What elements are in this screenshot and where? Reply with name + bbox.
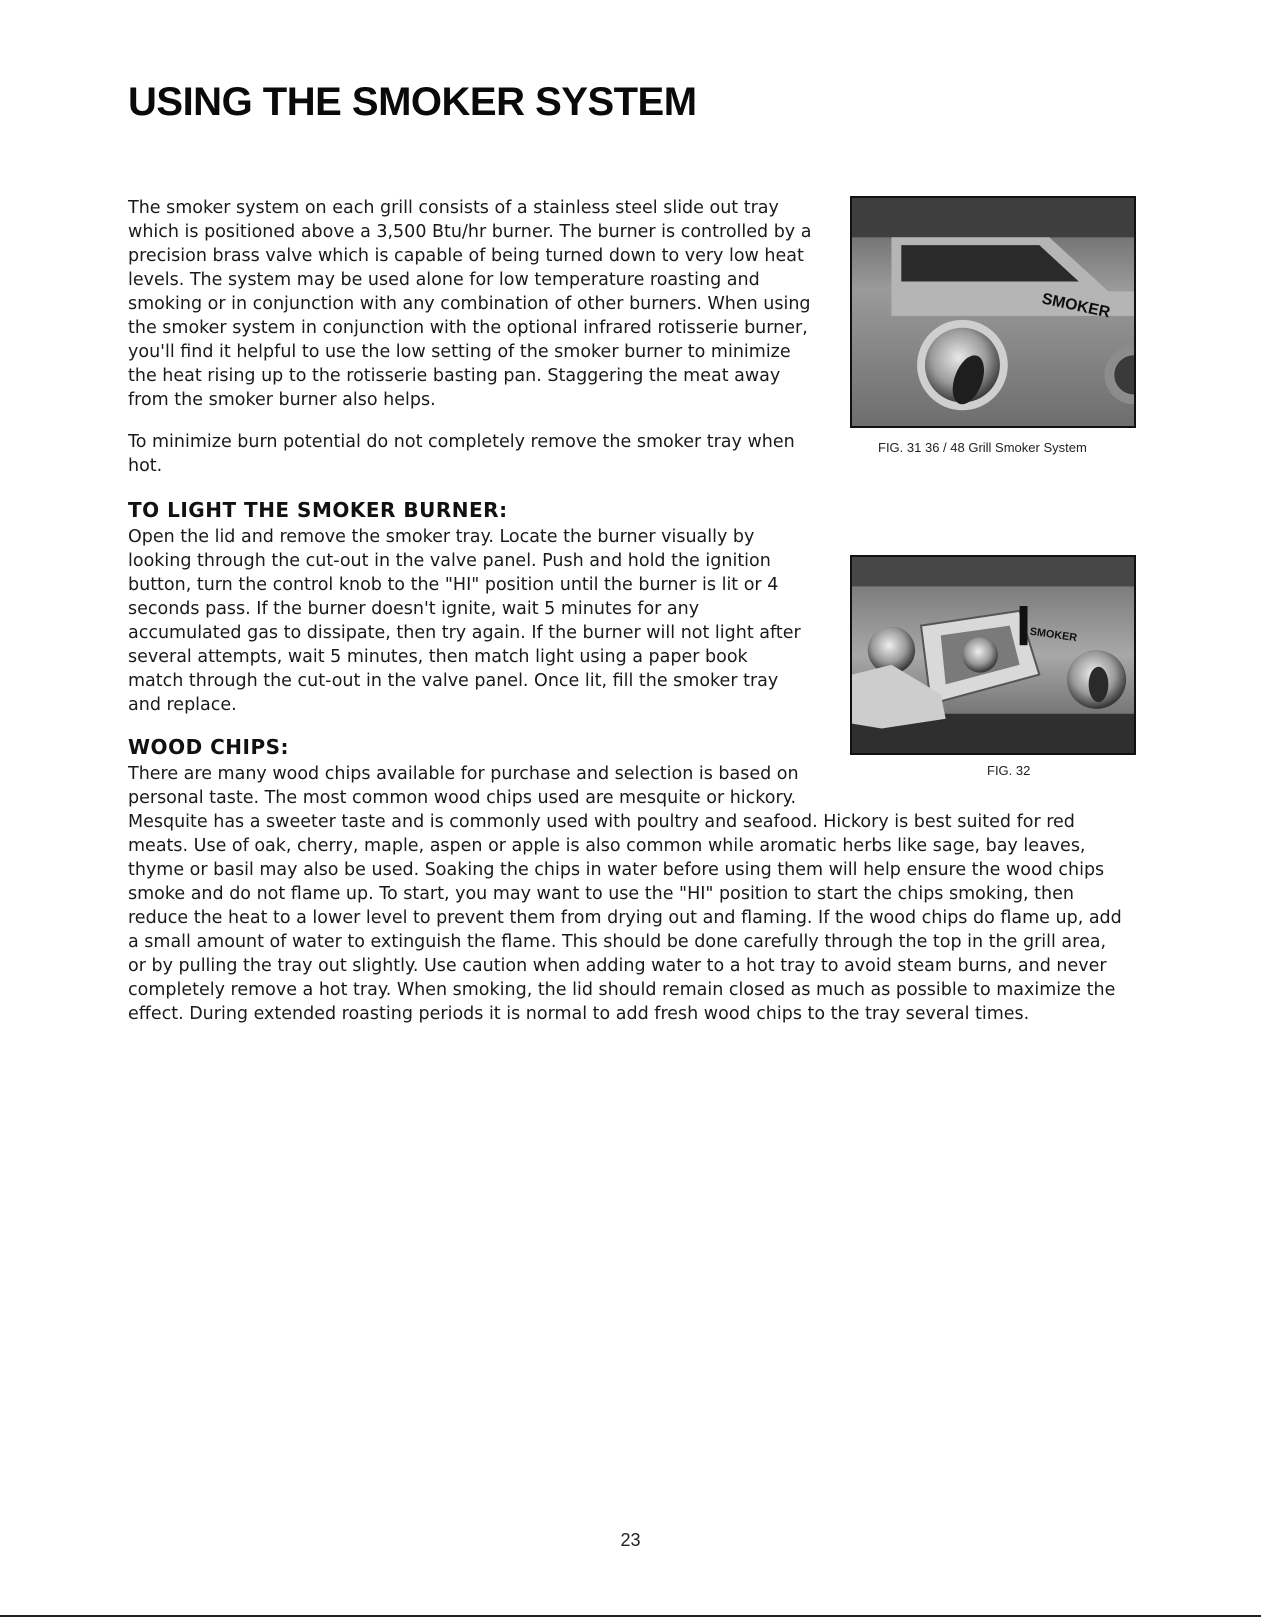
light-burner-body: Open the lid and remove the smoker tray. Locate the burner visually by looking through the cut-out in the valve panel. Push and hold the ignition button, turn the control knob to the "HI" position until the burner is lit or 4 seconds pass. If the burner doesn't ignite, wait 5 minutes for any accumulated gas to dissipate, then try again. If the burner will not light after several attempts, wait 5 minutes, then match light using a paper book match through the cut-out in the valve panel. Once lit, fill the smoker tray and replace. xyxy=(128,527,801,715)
fig31-smoker-photo xyxy=(850,196,1136,428)
page-number: 23 xyxy=(620,1530,641,1550)
intro-paragraph-2: To minimize burn potential do not completely remove the smoker tray when hot. xyxy=(128,432,795,476)
fig31-smoker-label: SMOKER xyxy=(1040,290,1112,322)
fig31-caption: FIG. 31 36 / 48 Grill Smoker System xyxy=(878,440,1087,455)
intro-paragraph-1: The smoker system on each grill consists of a stainless steel slide out tray which is positioned above a 3,500 Btu/hr burner. The burner is controlled by a precision brass valve which is capable of being turned down to very low heat levels. The system may be used alone for low temperature roasting and smoking or in conjunction with any combination of other burners. When using the smoker system in conjunction with the optional infrared rotisserie burner, you'll find it helpful to use the low setting of the smoker burner to minimize the heat rising up to the rotisserie basting pan. Staggering the meat away from the smoker burner also helps. xyxy=(128,198,812,410)
page-title: USING THE SMOKER SYSTEM xyxy=(128,80,697,124)
wood-chips-body-rest: Mesquite has a sweeter taste and is commonly used with poultry and seafood. Hickory is best suited for red meats. Use of oak, cherry, maple, aspen or apple is also common while aromatic herbs like sage, bay leaves, thyme or basil may also be used. Soaking the chips in water before using them will help ensure the wood chips smoke and do not flame up. To start, you may want to use the "HI" position to start the chips smoking, then reduce the heat to a lower level to prevent them from drying out and flaming. If the wood chips do flame up, add a small amount of water to extinguish the flame. This should be done carefully through the top in the grill area, or by pulling the tray out slightly. Use caution when adding water to a hot tray to avoid steam burns, and never completely remove a hot tray. When smoking, the lid should remain closed as much as possible to maximize the effect. During extended roasting periods it is normal to add fresh wood chips to the tray several times. xyxy=(128,812,1122,1024)
fig32-smoker-tray-photo xyxy=(850,555,1136,755)
wood-chips-heading: WOOD CHIPS: xyxy=(128,735,290,759)
light-burner-heading: TO LIGHT THE SMOKER BURNER: xyxy=(128,498,508,522)
wood-chips-body-top: There are many wood chips available for purchase and selection is based on personal taste. The most common wood chips used are mesquite or hickory. xyxy=(128,764,799,808)
fig32-smoker-label: SMOKER xyxy=(1028,625,1078,645)
fig32-caption: FIG. 32 xyxy=(987,763,1031,778)
bottom-rule xyxy=(0,1615,1261,1617)
